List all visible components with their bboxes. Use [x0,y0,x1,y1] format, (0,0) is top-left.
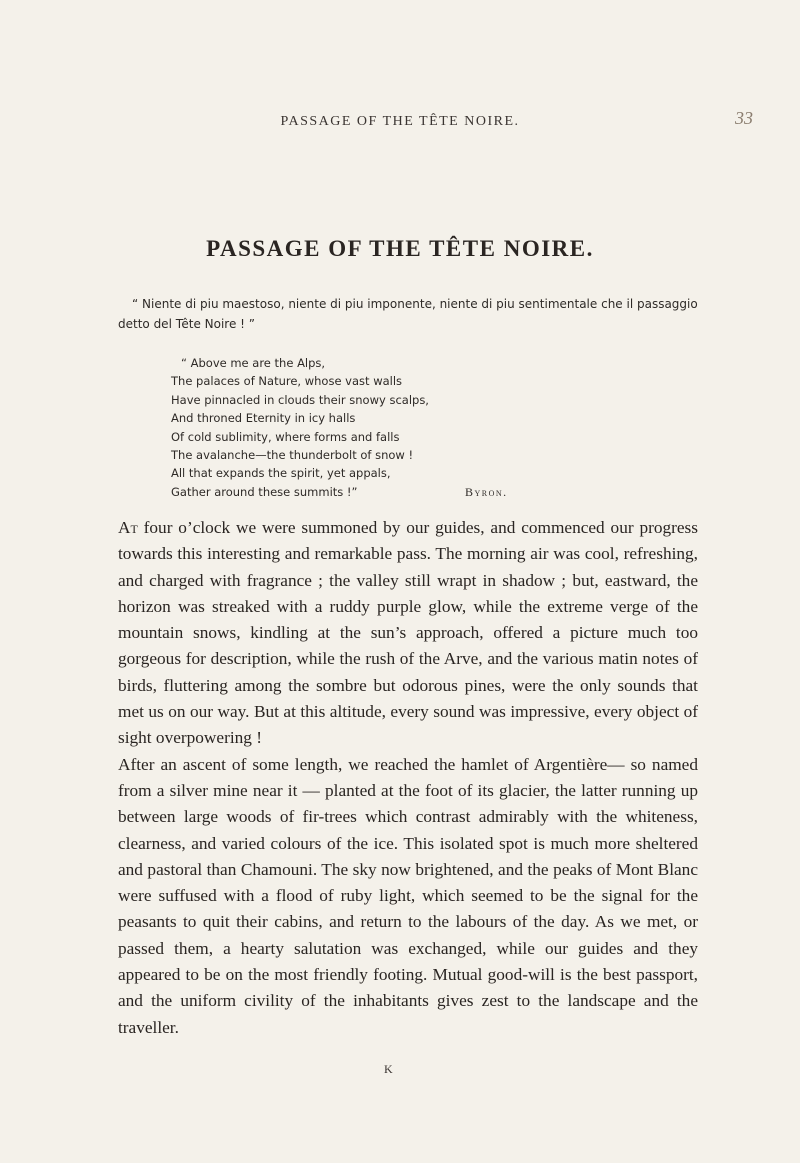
poem-line: Gather around these summits !” [171,484,358,499]
paragraph [118,515,698,752]
page-number: 33 [735,108,753,128]
poem-line: The avalanche—the thunderbolt of snow ! [171,448,414,463]
poem-line: All that expands the spirit, yet appals, [171,466,391,481]
epigraph-italian: “ Niente di piu maestoso, niente di piu imponente, niente di piu sentimentale che il passaggio detto del Tête Noire ! ” [118,297,698,331]
paragraph-text: four o’clock we were summoned by our guides, and commenced our progress towards this interesting and remarkable pass. The morning air was cool, refreshing, and charged with fragrance ; the valley still wrapt in shadow ; but, eastward, the horizon was streaked with a ruddy purple glow, while the extreme verge of the mountain snows, kindling at the sun’s approach, offered a picture much too gorgeous for description, while the rush of the Arve, and the various matin notes of birds, fluttering among the sombre but odorous pines, were the only sounds that met us on our way. But at this altitude, every sound was impressive, every object of sight overpowering ! [118,518,698,748]
poem-author: Byron. [465,484,508,499]
poem-line: The palaces of Nature, whose vast walls [171,374,403,389]
poem-line: Have pinnacled in clouds their snowy scalps, [171,392,429,407]
paragraph: After an ascent of some length, we reached the hamlet of Argentière— so named from a silver mine near it — planted at the foot of its glacier, the latter running up between large woods of fir-trees which contrast admirably with the whiteness, clearness, and varied colours of the ice. This isolated spot is much more sheltered and pastoral than Chamouni. The sky now brightened, and the peaks of Mont Blanc were suffused with a flood of ruby light, which seemed to be the signal for the peasants to quit their cabins, and return to the labours of the day. As we met, or passed them, a hearty salutation was exchanged, while our guides and they appeared to be on the most friendly footing. Mutual good-will is the best passport, and the uniform civility of the inhabitants gives zest to the landscape and the traveller. [118,754,698,1037]
paragraph-lead-word: At [118,518,138,537]
poem-line: Of cold sublimity, where forms and falls [171,429,400,444]
signature-mark: K [384,1062,393,1076]
poem-line: “ Above me are the Alps, [181,356,326,370]
poem-last-line [171,483,551,501]
poem-line: And throned Eternity in icy halls [171,411,356,426]
poem-epigraph [171,354,551,501]
body-text [118,515,698,1041]
running-head: PASSAGE OF THE TÊTE NOIRE. [280,114,520,129]
chapter-title: PASSAGE OF THE TÊTE NOIRE. [206,236,594,261]
